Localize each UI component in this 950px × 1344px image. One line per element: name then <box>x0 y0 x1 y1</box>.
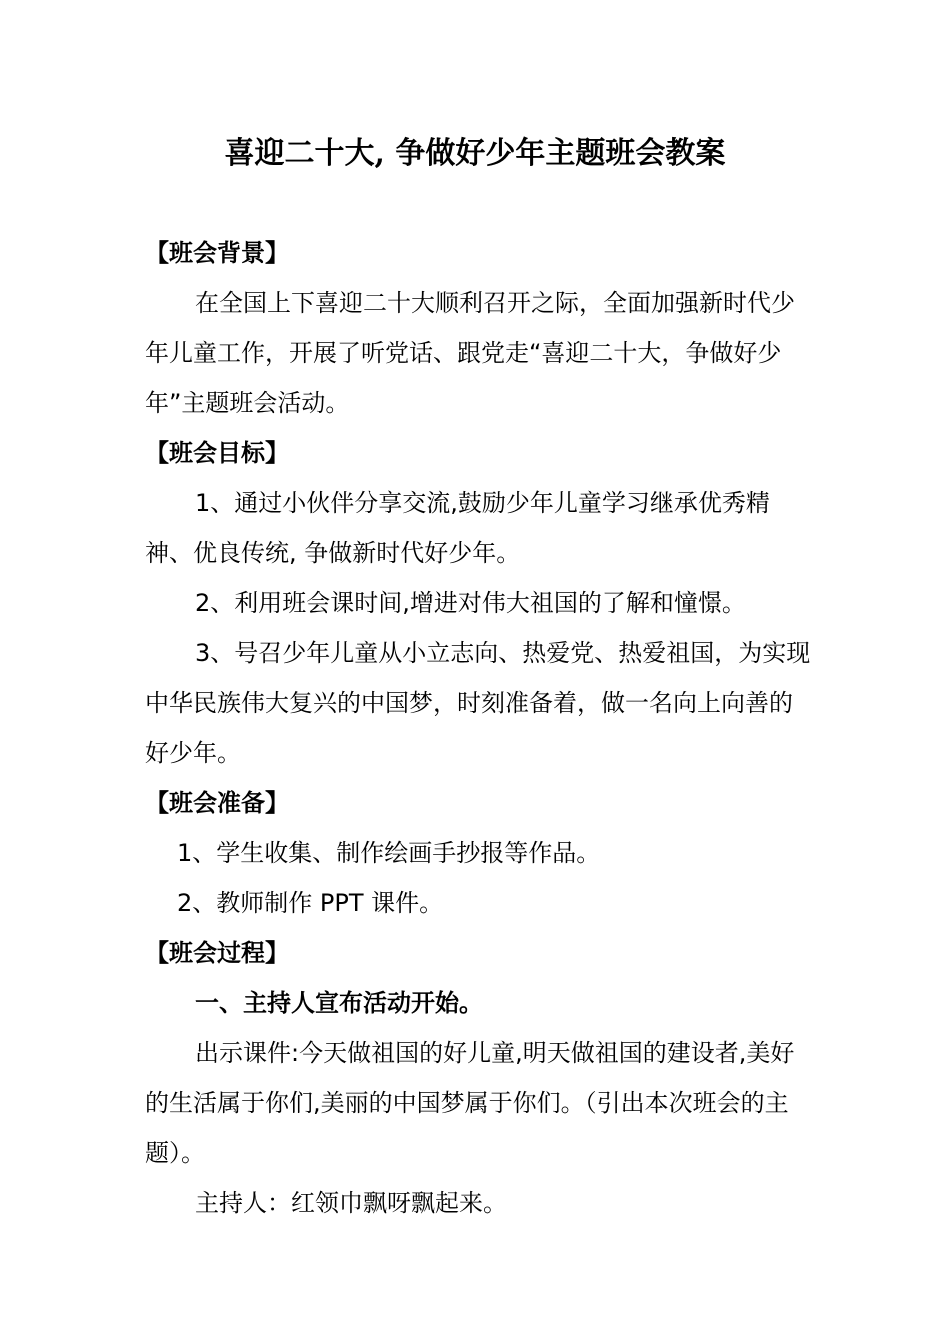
section-heading-goals: 【班会目标】 <box>145 439 289 467</box>
preparation-item-1: 1、学生收集、制作绘画手抄报等作品。 <box>177 839 601 867</box>
goal-item-3: 3、号召少年儿童从小立志向、热爱党、热爱祖国，为实现中华民族伟大复兴的中国梦，时刻准备着，做一名向上向善的好少年。 <box>145 639 811 767</box>
background-paragraph: 在全国上下喜迎二十大顺利召开之际，全面加强新时代少年儿童工作，开展了听党话、跟党走“喜迎二十大，争做好少年”主题班会活动。 <box>145 289 795 417</box>
preparation-item-2: 2、教师制作 PPT 课件。 <box>177 889 444 917</box>
process-paragraph-1: 出示课件:今天做祖国的好儿童,明天做祖国的建设者,美好的生活属于你们,美丽的中国梦属于你们。（引出本次班会的主题）。 <box>145 1039 795 1167</box>
goal-item-2: 2、利用班会课时间,增进对伟大祖国的了解和憧憬。 <box>195 589 746 617</box>
document-body <box>145 228 815 1228</box>
section-heading-preparation: 【班会准备】 <box>145 789 289 817</box>
goal-item-1: 1、通过小伙伴分享交流,鼓励少年儿童学习继承优秀精神、优良传统, 争做新时代好少年。 <box>145 489 770 567</box>
process-step-1-heading: 一、主持人宣布活动开始。 <box>195 989 483 1017</box>
document-title: 喜迎二十大, 争做好少年主题班会教案 <box>224 136 726 171</box>
process-paragraph-2: 主持人：红领巾飘呀飘起来。 <box>195 1189 507 1217</box>
section-heading-process: 【班会过程】 <box>145 939 289 967</box>
section-heading-background: 【班会背景】 <box>145 239 289 267</box>
